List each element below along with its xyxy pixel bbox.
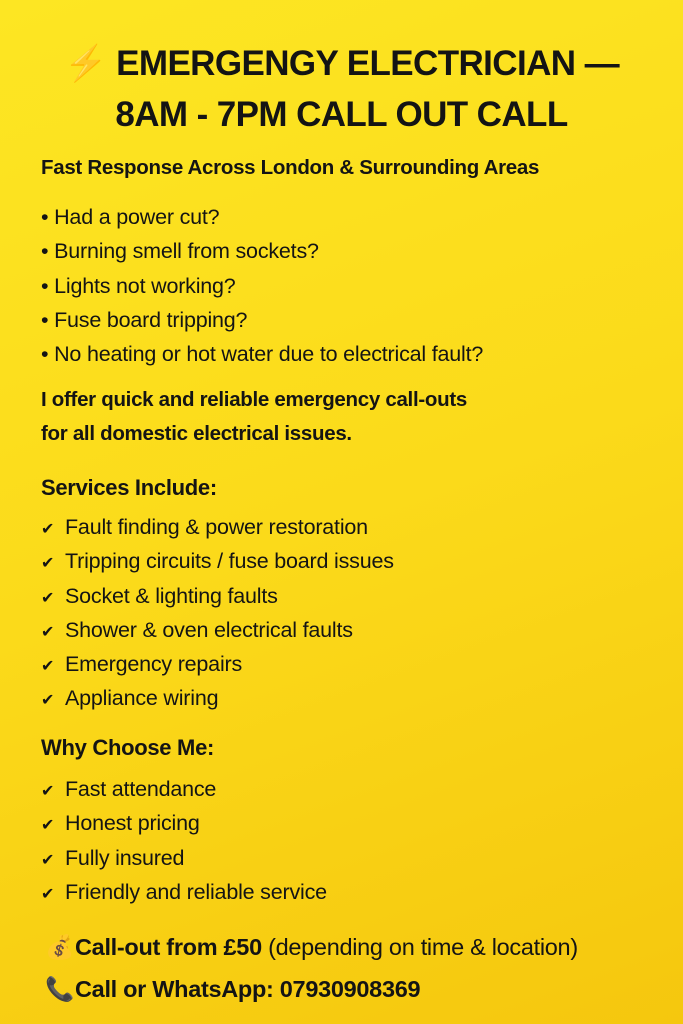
item-text: Emergency repairs [65, 652, 243, 677]
bullet-icon: • [41, 307, 49, 332]
check-icon: ✔ [41, 783, 55, 800]
price-text: Call-out from £50 [75, 934, 262, 960]
list-item [41, 875, 327, 909]
item-text: Tripping circuits / fuse board issues [65, 549, 394, 574]
offer-line-2: for all domestic electrical issues. [41, 422, 352, 445]
item-text: Socket & lighting faults [65, 583, 278, 608]
item-text: Fuse board tripping? [54, 307, 248, 332]
item-text: Burning smell from sockets? [54, 239, 319, 264]
list-item [41, 772, 327, 806]
list-item [41, 544, 394, 578]
check-icon: ✔ [41, 817, 55, 835]
why-list [41, 772, 327, 909]
check-icon: ✔ [41, 555, 55, 573]
item-text: Honest pricing [65, 811, 200, 836]
check-icon: ✔ [41, 589, 55, 607]
list-item [41, 841, 327, 875]
list-item [41, 269, 483, 303]
services-list [41, 510, 394, 716]
list-item [41, 579, 394, 613]
title-line-1 [0, 44, 683, 84]
item-text: Fully insured [65, 845, 185, 870]
item-text: Fast attendance [65, 777, 217, 801]
item-text: Shower & oven electrical faults [65, 617, 353, 642]
item-text: Friendly and reliable service [65, 879, 327, 904]
lightning-icon: ⚡ [64, 44, 108, 83]
subtitle: Fast Response Across London & Surrounding Areas [41, 156, 540, 179]
price-line [45, 933, 578, 961]
bullet-icon: • [41, 205, 49, 229]
item-text: Appliance wiring [65, 686, 219, 711]
list-item [41, 303, 483, 337]
bullet-icon: • [41, 273, 49, 298]
check-icon: ✔ [41, 658, 55, 676]
item-text: Fault finding & power restoration [65, 515, 368, 539]
bullet-icon: • [41, 239, 49, 264]
price-note: (depending on time & location) [261, 934, 578, 960]
item-text: Had a power cut? [54, 205, 220, 229]
title-line-2: 8AM - 7PM CALL OUT CALL [115, 95, 568, 134]
services-heading: Services Include: [41, 475, 217, 500]
list-item [41, 234, 483, 268]
bullet-icon: • [41, 342, 49, 367]
check-icon: ✔ [41, 851, 55, 869]
check-icon: ✔ [41, 692, 55, 710]
check-icon: ✔ [41, 521, 55, 538]
list-item [41, 510, 394, 544]
why-heading: Why Choose Me: [41, 735, 215, 760]
item-text: No heating or hot water due to electrical fault? [54, 342, 484, 367]
item-text: Lights not working? [54, 273, 236, 298]
list-item [41, 613, 394, 647]
title-text: EMERGENGY ELECTRICIAN — [116, 44, 619, 83]
list-item [41, 806, 327, 840]
contact-text[interactable]: Call or WhatsApp: 07930908369 [75, 976, 421, 1002]
offer-line-1: I offer quick and reliable emergency call-outs [41, 388, 467, 411]
list-item [41, 200, 483, 234]
contact-line [45, 975, 420, 1003]
list-item [41, 647, 394, 681]
list-item [41, 681, 394, 715]
phone-icon: 📞 [45, 976, 74, 1002]
check-icon: ✔ [41, 623, 55, 641]
money-bag-icon: 💰 [45, 934, 74, 960]
check-icon: ✔ [41, 885, 55, 903]
question-list [41, 200, 483, 371]
list-item [41, 337, 483, 371]
